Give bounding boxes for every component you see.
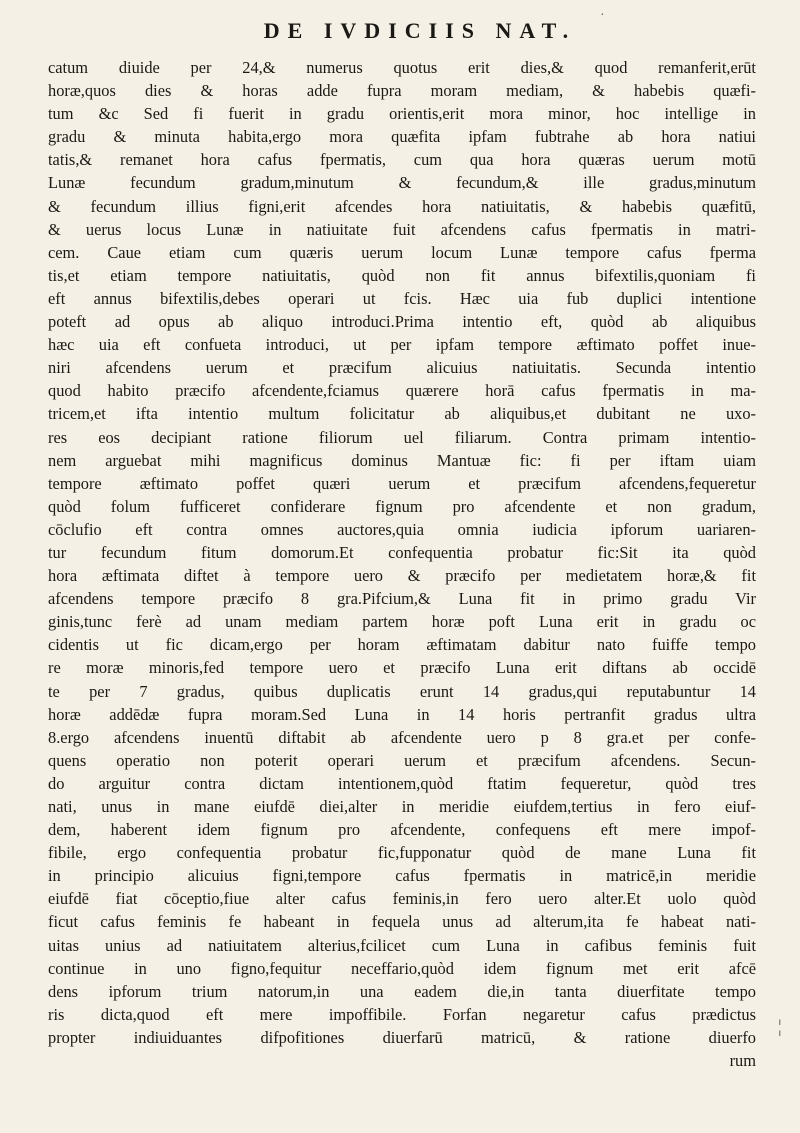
- text-line: niri afcendens uerum et præcifum alicuius natiuitatis. Secunda intentio: [48, 358, 756, 378]
- text-line: quens operatio non poterit operari uerum et præcifum afcendens. Secun-: [48, 750, 756, 770]
- text-line: horæ,quos dies & horas adde fupra moram mediam, & habebis quæfi-: [48, 81, 756, 101]
- text-line: catum diuide per 24,& numerus quotus erit dies,& quod remanferit,erūt: [48, 58, 756, 77]
- running-head: DE IVDICIIS NAT.: [263, 18, 577, 43]
- text-line: ris dicta,quod eft mere impoffibile. Forfan negaretur cafus prædictus: [48, 1004, 756, 1024]
- text-line: afcendens tempore præcifo 8 gra.Pifcium,& Luna fit in primo gradu Vir: [48, 589, 756, 609]
- text-line: quod habito præcifo afcendente,fciamus quærere horā cafus fpermatis in ma-: [48, 381, 756, 401]
- text-line: rum: [729, 1051, 756, 1071]
- body-text: [48, 56, 756, 1072]
- text-line: re moræ minoris,fed tempore uero et præcifo Luna erit diftans ab occidē: [48, 658, 756, 678]
- text-line: uitas unius ad natiuitatem alterius,fcilicet cum Luna in cafibus feminis fuit: [48, 935, 756, 955]
- text-line: in principio alicuius figni,tempore cafus fpermatis in matricē,in meridie: [48, 866, 756, 886]
- text-line: ginis,tunc ferè ad unam mediam partem horæ poft Luna erit in gradu oc: [48, 612, 756, 632]
- text-line: quòd folum fufficeret confiderare fignum pro afcendente et non gradum,: [48, 496, 756, 516]
- text-line: hæc uia eft confueta introduci, ut per ipfam tempore æftimato poffet inue-: [48, 335, 756, 355]
- text-line: fibile, ergo confequentia probatur fic,fupponatur quòd de mane Luna fit: [48, 843, 756, 863]
- text-line: tatis,& remanet hora cafus fpermatis, cum qua hora quæras uerum motū: [48, 150, 756, 170]
- text-line: dens ipforum trium natorum,in una eadem die,in tanta diuerfitate tempo: [48, 981, 756, 1001]
- text-line: tis,et etiam tempore natiuitatis, quòd non fit annus bifextilis,quoniam fi: [48, 265, 756, 285]
- text-line: cōclufio eft contra omnes auctores,quia omnia iudicia ipforum uariaren-: [48, 519, 756, 539]
- text-line: horæ addēdæ fupra moram.Sed Luna in 14 horis pertranfit gradus ultra: [48, 704, 756, 724]
- text-line: ficut cafus feminis fe habeant in fequela unus ad alterum,ita fe habeat nati-: [48, 912, 756, 932]
- text-line: cem. Caue etiam cum quæris uerum locum Lunæ tempore cafus fperma: [48, 242, 756, 262]
- edge-mark: ¦: [778, 1016, 782, 1036]
- text-line: dem, haberent idem fignum pro afcendente, confequens eft mere impof-: [48, 820, 756, 840]
- text-line: tricem,et ifta intentio multum folicitatur ab aliquibus,et dubitant ne uxo-: [48, 404, 756, 424]
- text-line: eiufdē fiat cōceptio,fiue alter cafus feminis,in fero uero alter.Et uolo quòd: [48, 889, 756, 909]
- text-line: res eos decipiant ratione filiorum uel filiarum. Contra primam intentio-: [48, 427, 756, 447]
- text-line: & fecundum illius figni,erit afcendes hora natiuitatis, & habebis quæfitū,: [48, 196, 756, 216]
- text-line: cidentis ut fic dicam,ergo per horam æftimatam dabitur nato fuiffe tempo: [48, 635, 756, 655]
- text-line: te per 7 gradus, quibus duplicatis erunt 14 gradus,qui reputabuntur 14: [48, 681, 756, 701]
- text-line: eft annus bifextilis,debes operari ut fcis. Hæc uia fub duplici intentione: [48, 288, 756, 308]
- text-line: tempore æftimato poffet quæri uerum et præcifum afcendens,fequeretur: [48, 473, 756, 493]
- text-line: tur fecundum fitum domorum.Et confequentia probatur fic:Sit ita quòd: [48, 542, 756, 562]
- text-line: 8.ergo afcendens inuentū diftabit ab afcendente uero p 8 gra.et per confe-: [48, 727, 756, 747]
- page-ornament: ·: [600, 8, 605, 23]
- text-line: nem arguebat mihi magnificus dominus Mantuæ fic: fi per iftam uiam: [48, 450, 756, 470]
- text-line: continue in uno figno,fequitur neceffario,quòd idem fignum met erit afcē: [48, 958, 756, 978]
- text-line: Lunæ fecundum gradum,minutum & fecundum,& ille gradus,minutum: [48, 173, 756, 193]
- text-line: poteft ad opus ab aliquo introduci.Prima intentio eft, quòd ab aliquibus: [48, 312, 756, 332]
- text-line: do arguitur contra dictam intentionem,quòd ftatim fequeretur, quòd tres: [48, 773, 756, 793]
- text-line: & uerus locus Lunæ in natiuitate fuit afcendens cafus fpermatis in matri-: [48, 219, 756, 239]
- text-line: hora æftimata diftet à tempore uero & præcifo per medietatem horæ,& fit: [48, 566, 756, 586]
- text-line: propter indiuiduantes difpofitiones diuerfarū matricū, & ratione diuerfo: [48, 1027, 756, 1047]
- text-line: tum &c Sed fi fuerit in gradu orientis,erit mora minor, hoc intellige in: [48, 104, 756, 124]
- text-line: nati, unus in mane eiufdē diei,alter in meridie eiufdem,tertius in fero eiuf-: [48, 797, 756, 816]
- text-line: gradu & minuta habita,ergo mora quæfita ipfam fubtrahe ab hora natiui: [48, 127, 756, 147]
